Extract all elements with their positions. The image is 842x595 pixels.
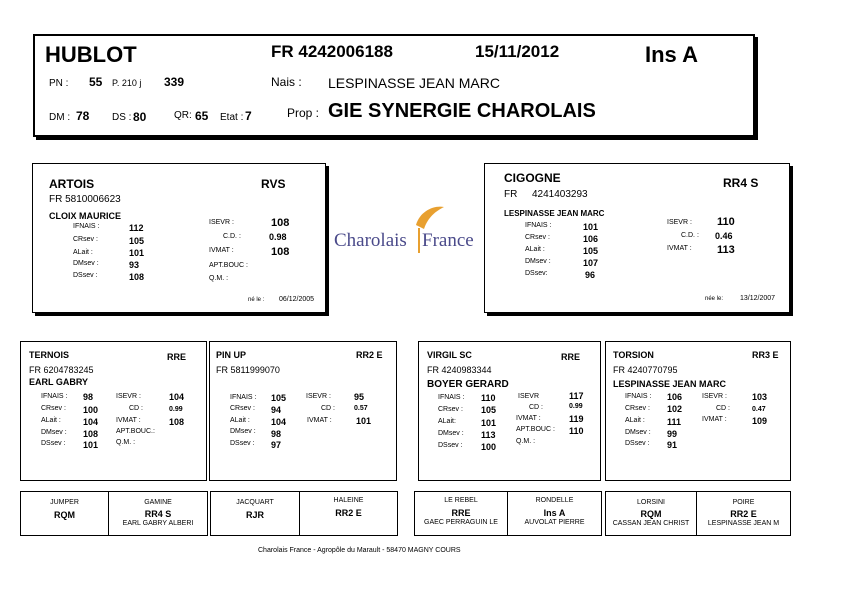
label-dmsev: DMsev :	[41, 429, 67, 436]
label-qm: Q.M. :	[209, 275, 229, 282]
grandparent-cd: 0.47	[752, 406, 766, 413]
great-grandparent-name: LORSINI	[636, 499, 665, 506]
great-grandparents-strip	[210, 491, 398, 536]
grandparent-name: VIRGIL SC	[427, 350, 472, 360]
label-cd: CD :	[529, 404, 543, 411]
great-grandparent-name: JUMPER	[50, 499, 79, 506]
grandparent-name: TERNOIS	[29, 350, 70, 360]
grandparent-dmsev: 98	[271, 429, 282, 439]
great-grandparent-cell	[415, 492, 507, 535]
grandparent-cd: 0.99	[569, 403, 583, 410]
label-ifnais: IFNAIS :	[525, 222, 552, 229]
dam-name: CIGOGNE	[504, 171, 561, 185]
animal-name: HUBLOT	[45, 42, 137, 67]
sire-box	[32, 163, 326, 313]
dam-isevr: 110	[717, 216, 735, 228]
label-isevr: ISEVR :	[306, 393, 331, 400]
label-dssev: DSsev :	[41, 440, 66, 447]
label-dmsev: DMsev :	[438, 430, 464, 437]
label-dssev: DSsev :	[230, 440, 255, 447]
grandparent-crsev: 94	[271, 405, 282, 415]
grandparent-alait: 104	[83, 417, 99, 427]
grandparent-isevr: 117	[569, 391, 584, 401]
label-alait: ALait :	[230, 417, 250, 424]
grandparent-alait: 111	[667, 417, 682, 427]
etat-label: Etat :	[220, 112, 244, 123]
label-ifnais: IFNAIS :	[625, 393, 652, 400]
sire-cd: 0.98	[269, 232, 287, 242]
grandparent-breeder: EARL GABRY	[29, 377, 89, 387]
label-dssev: DSsev :	[73, 272, 98, 279]
sire-name: ARTOIS	[49, 177, 95, 191]
label-crsev: CRsev :	[230, 405, 255, 412]
ds-label: DS :	[112, 112, 132, 123]
grandparent-ivmat: 101	[356, 416, 372, 426]
grandparent-ivmat: 109	[752, 416, 768, 426]
label-dmsev: DMsev :	[230, 428, 256, 435]
label-cd: CD :	[716, 405, 730, 412]
grandparent-dssev: 100	[481, 442, 497, 452]
great-grandparents-strip	[605, 491, 791, 536]
dam-breeder: LESPINASSE JEAN MARC	[504, 209, 605, 218]
dam-cd: 0.46	[715, 231, 733, 241]
grandparent-dssev: 101	[83, 440, 99, 450]
dam-alait: 105	[583, 246, 599, 256]
grandparent-box	[20, 341, 207, 481]
label-ifnais: IFNAIS :	[41, 393, 68, 400]
label-ivmat: IVMAT :	[702, 416, 727, 423]
label-dssev: DSsev:	[525, 270, 548, 277]
dam-id-prefix: FR	[504, 189, 518, 200]
grandparent-id: FR 6204783245	[29, 365, 94, 375]
grandparent-box	[418, 341, 601, 481]
sire-dmsev: 93	[129, 260, 140, 270]
great-grandparent-cell	[21, 492, 108, 535]
grandparent-ifnais: 106	[667, 392, 683, 402]
animal-id: FR 4242006188	[271, 42, 393, 61]
grandparent-box	[209, 341, 397, 481]
dam-ifnais: 101	[583, 222, 599, 232]
grandparent-id: FR 4240770795	[613, 365, 678, 375]
great-grandparent-cell	[508, 492, 601, 535]
dam-born: 13/12/2007	[740, 295, 776, 302]
sire-ivmat: 108	[271, 246, 290, 258]
label-dmsev: DMsev :	[625, 429, 651, 436]
grandparent-ifnais: 105	[271, 393, 287, 403]
label-dssev: DSsev :	[625, 440, 650, 447]
label-crsev: CRsev :	[73, 236, 98, 243]
great-grandparent-code: RR4 S	[144, 509, 172, 519]
grandparent-dssev: 91	[667, 440, 678, 450]
label-qm: Q.M. :	[516, 438, 536, 445]
grandparent-breeder: LESPINASSE JEAN MARC	[613, 379, 727, 389]
grandparent-breeder: BOYER GERARD	[427, 379, 509, 390]
p210-label: P. 210 j	[112, 78, 142, 88]
grandparent-id: FR 4240983344	[427, 365, 492, 375]
sire-crsev: 105	[129, 236, 145, 246]
grandparent-code: RR2 E	[356, 350, 383, 360]
sire-born: 06/12/2005	[279, 296, 315, 303]
label-ivmat: IVMAT :	[307, 417, 332, 424]
label-isevr: ISEVR :	[209, 219, 234, 226]
dm-value: 78	[76, 109, 90, 123]
great-grandparent-breeder: CASSAN JEAN CHRIST	[612, 520, 690, 527]
label-cd: C.D. :	[681, 232, 699, 239]
header-box	[33, 34, 755, 137]
footer-address: Charolais France - Agropôle du Marault - 58470 MAGNY COURS	[258, 547, 461, 554]
pn-label: PN :	[49, 78, 69, 89]
label-cd: CD :	[321, 405, 335, 412]
label-dssev: DSsev :	[438, 442, 463, 449]
grandparent-aptbouc: 110	[569, 426, 584, 436]
label-ivmat: IVMAT :	[667, 245, 692, 252]
label-alait: ALait :	[73, 249, 93, 256]
great-grandparent-name: HALEINE	[333, 497, 364, 504]
label-ivmat: IVMAT :	[516, 415, 541, 422]
great-grandparent-code: RQM	[640, 509, 662, 519]
great-grandparent-breeder: EARL GABRY ALBERI	[122, 520, 194, 527]
sire-isevr: 108	[271, 217, 290, 229]
label-crsev: CRsev :	[525, 234, 550, 241]
great-grandparent-cell	[697, 492, 790, 535]
label-ivmat: IVMAT :	[209, 247, 234, 254]
sire-code: RVS	[261, 177, 286, 191]
dam-box	[484, 163, 790, 313]
label-cd: C.D. :	[223, 233, 241, 240]
label-ifnais: IFNAIS :	[438, 394, 465, 401]
charolais-france-logo	[334, 206, 476, 256]
grandparent-ifnais: 98	[83, 392, 94, 402]
dam-dmsev: 107	[583, 258, 599, 268]
label-aptbouc: APT.BOUC :	[209, 262, 248, 269]
label-dmsev: DMsev :	[73, 260, 99, 267]
great-grandparent-cell	[300, 492, 397, 535]
grandparent-id: FR 5811999070	[216, 365, 280, 375]
logo-text-france: France	[422, 230, 474, 251]
label-alait: ALait :	[41, 417, 61, 424]
sire-ifnais: 112	[129, 223, 144, 233]
label-ifnais: IFNAIS :	[230, 394, 257, 401]
animal-status: Ins A	[645, 42, 698, 67]
great-grandparent-name: POIRE	[732, 499, 755, 506]
label-crsev: CRsev :	[625, 405, 650, 412]
great-grandparent-cell	[211, 492, 299, 535]
great-grandparent-code: RJR	[245, 510, 264, 520]
label-neele: née le:	[705, 296, 724, 302]
great-grandparent-breeder: AUVOLAT PIERRE	[524, 519, 585, 526]
great-grandparent-name: LE REBEL	[444, 497, 478, 504]
dam-dssev: 96	[585, 270, 596, 280]
qr-value: 65	[195, 109, 209, 123]
grandparent-box	[605, 341, 791, 481]
great-grandparents-strip	[20, 491, 208, 536]
grandparent-cd: 0.57	[354, 405, 368, 412]
dam-id: 4241403293	[532, 189, 588, 200]
grandparent-alait: 104	[271, 417, 287, 427]
label-isevr: ISEVR	[518, 393, 540, 400]
grandparent-crsev: 102	[667, 404, 683, 414]
sire-alait: 101	[129, 248, 145, 258]
sire-breeder: CLOIX MAURICE	[49, 211, 121, 221]
logo-separator	[418, 228, 420, 253]
grandparent-dssev: 97	[271, 440, 282, 450]
animal-date: 15/11/2012	[475, 42, 560, 61]
label-ifnais: IFNAIS :	[73, 223, 100, 230]
great-grandparents-strip	[414, 491, 602, 536]
qr-label: QR:	[174, 110, 192, 121]
great-grandparent-name: JACQUART	[236, 499, 274, 506]
grandparent-dmsev: 113	[481, 430, 496, 440]
ds-value: 80	[133, 110, 147, 124]
great-grandparent-name: GAMINE	[144, 499, 172, 506]
grandparent-isevr: 104	[169, 392, 185, 402]
label-dmsev: DMsev :	[525, 258, 551, 265]
grandparent-name: TORSION	[613, 350, 654, 360]
prop-value: GIE SYNERGIE CHAROLAIS	[328, 100, 596, 122]
grandparent-dmsev: 108	[83, 429, 99, 439]
great-grandparent-breeder: GAEC PERRAGUIN LE	[424, 519, 498, 526]
label-isevr: ISEVR :	[667, 219, 692, 226]
grandparent-cd: 0.99	[169, 406, 183, 413]
label-alait: ALait :	[525, 246, 545, 253]
label-crsev: CRsev :	[41, 405, 66, 412]
label-isevr: ISEVR :	[116, 393, 141, 400]
label-aptbouc: APT.BOUC :	[516, 426, 555, 433]
pn-value: 55	[89, 75, 103, 89]
label-alait: ALait :	[625, 417, 645, 424]
dm-label: DM :	[49, 112, 71, 123]
great-grandparent-code: Ins A	[543, 508, 566, 518]
grandparent-ifnais: 110	[481, 393, 496, 403]
great-grandparent-code: RQM	[54, 510, 75, 520]
logo-swoosh-icon	[410, 203, 450, 231]
great-grandparent-cell	[606, 492, 696, 535]
grandparent-code: RR3 E	[752, 350, 779, 360]
grandparent-name: PIN UP	[216, 350, 247, 360]
sire-id: FR 5810006623	[49, 194, 121, 205]
label-ivmat: IVMAT :	[116, 417, 141, 424]
label-isevr: ISEVR :	[702, 393, 727, 400]
label-aptbouc: APT.BOUC.:	[116, 428, 155, 435]
label-crsev: CRsev :	[438, 406, 463, 413]
grandparent-ivmat: 108	[169, 417, 185, 427]
dam-crsev: 106	[583, 234, 599, 244]
logo-text-charolais: Charolais	[334, 230, 407, 251]
nais-label: Nais :	[271, 75, 302, 89]
label-qm: Q.M. :	[116, 439, 136, 446]
great-grandparent-name: RONDELLE	[535, 497, 574, 504]
dam-code: RR4 S	[723, 176, 759, 190]
grandparent-crsev: 100	[83, 405, 99, 415]
great-grandparent-code: RR2 E	[730, 509, 757, 519]
grandparent-isevr: 95	[354, 392, 365, 402]
label-alait: ALait:	[438, 418, 456, 425]
sire-dssev: 108	[129, 272, 145, 282]
prop-label: Prop :	[287, 106, 320, 120]
grandparent-crsev: 105	[481, 405, 497, 415]
grandparent-alait: 101	[481, 418, 497, 428]
grandparent-isevr: 103	[752, 392, 768, 402]
grandparent-code: RRE	[167, 352, 187, 362]
great-grandparent-code: RRE	[451, 508, 471, 518]
label-nele: né le :	[248, 297, 265, 303]
grandparent-dmsev: 99	[667, 429, 678, 439]
dam-ivmat: 113	[717, 244, 735, 256]
great-grandparent-breeder: LESPINASSE JEAN M	[707, 520, 780, 527]
grandparent-ivmat: 119	[569, 414, 584, 424]
nais-value: LESPINASSE JEAN MARC	[328, 75, 500, 91]
great-grandparent-code: RR2 E	[335, 508, 362, 518]
p210-value: 339	[164, 75, 185, 89]
great-grandparent-cell	[109, 492, 207, 535]
grandparent-code: RRE	[561, 352, 581, 362]
label-cd: CD :	[129, 405, 143, 412]
etat-value: 7	[245, 109, 252, 123]
